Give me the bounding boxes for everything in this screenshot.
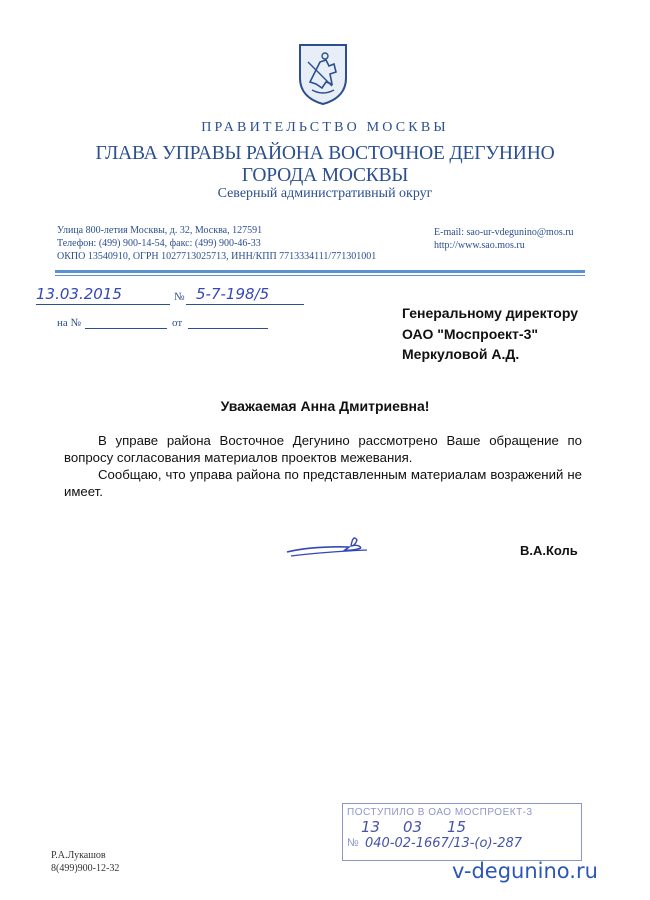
stamp-month: 03	[403, 818, 423, 836]
addressee-name: Меркуловой А.Д.	[402, 346, 520, 362]
date-underline	[36, 304, 170, 305]
outgoing-date: 13.03.2015	[36, 285, 122, 303]
executor-name: Р.А.Лукашов	[51, 850, 106, 861]
stamp-day: 13	[361, 818, 381, 836]
incoming-stamp	[342, 803, 582, 861]
office-title-line1: ГЛАВА УПРАВЫ РАЙОНА ВОСТОЧНОЕ ДЕГУНИНО	[95, 143, 555, 164]
email-link[interactable]: E-mail: sao-ur-vdegunino@mos.ru	[434, 227, 574, 238]
moscow-coat-of-arms-icon	[296, 42, 350, 106]
website-link[interactable]: http://www.sao.mos.ru	[434, 240, 525, 251]
district-name: Северный административный округ	[217, 186, 433, 201]
office-title-line2: ГОРОДА МОСКВЫ	[241, 165, 409, 186]
postal-address: Улица 800-летия Москвы, д. 32, Москва, 127591	[57, 225, 263, 236]
addressee-position: Генеральному директору	[402, 305, 578, 321]
registration-codes: ОКПО 13540910, ОГРН 1027713025713, ИНН/КПП 7713334111/771301001	[57, 251, 377, 262]
executor-info	[51, 849, 119, 875]
stamp-year: 15	[447, 818, 467, 836]
letter-greeting: Уважаемая Анна Дмитриевна!	[220, 398, 430, 414]
stamp-number-sign: №	[347, 837, 359, 849]
government-name: ПРАВИТЕЛЬСТВО МОСКВЫ	[201, 120, 449, 135]
header-divider-thin	[55, 275, 585, 276]
phone-fax: Телефон: (499) 900-14-54, факс: (499) 900-46-33	[57, 238, 261, 249]
site-watermark: v-degunino.ru	[452, 859, 598, 883]
online-contacts	[434, 226, 574, 252]
reply-date-label: от	[172, 317, 183, 329]
header-divider-thick	[55, 270, 585, 273]
office-title	[0, 143, 650, 187]
addressee-company: ОАО "Моспроект-3"	[402, 325, 538, 342]
letter-paragraph-2: Сообщаю, что управа района по представленным материалам возражений не имеет.	[64, 467, 582, 499]
contact-block	[57, 224, 376, 263]
signer-name: В.А.Коль	[520, 543, 578, 558]
letter-paragraph-1: В управе района Восточное Дегунино рассмотрено Ваше обращение по вопросу согласования материалов проектов межевания.	[64, 433, 582, 465]
stamp-incoming-number: 040-02-1667/13-(о)-287	[365, 836, 523, 851]
signature	[283, 532, 383, 562]
reply-date-underline	[188, 328, 268, 329]
letter-body	[64, 432, 582, 500]
number-underline	[186, 304, 304, 305]
executor-phone: 8(499)900-12-32	[51, 863, 120, 874]
outgoing-number-sign: №	[174, 291, 185, 303]
stamp-heading: ПОСТУПИЛО В ОАО МОСПРОЕКТ-3	[347, 807, 533, 818]
reply-number-label: на №	[57, 317, 82, 329]
reply-number-underline	[85, 328, 167, 329]
outgoing-number: 5-7-198/5	[196, 285, 270, 303]
addressee-block	[402, 303, 578, 365]
